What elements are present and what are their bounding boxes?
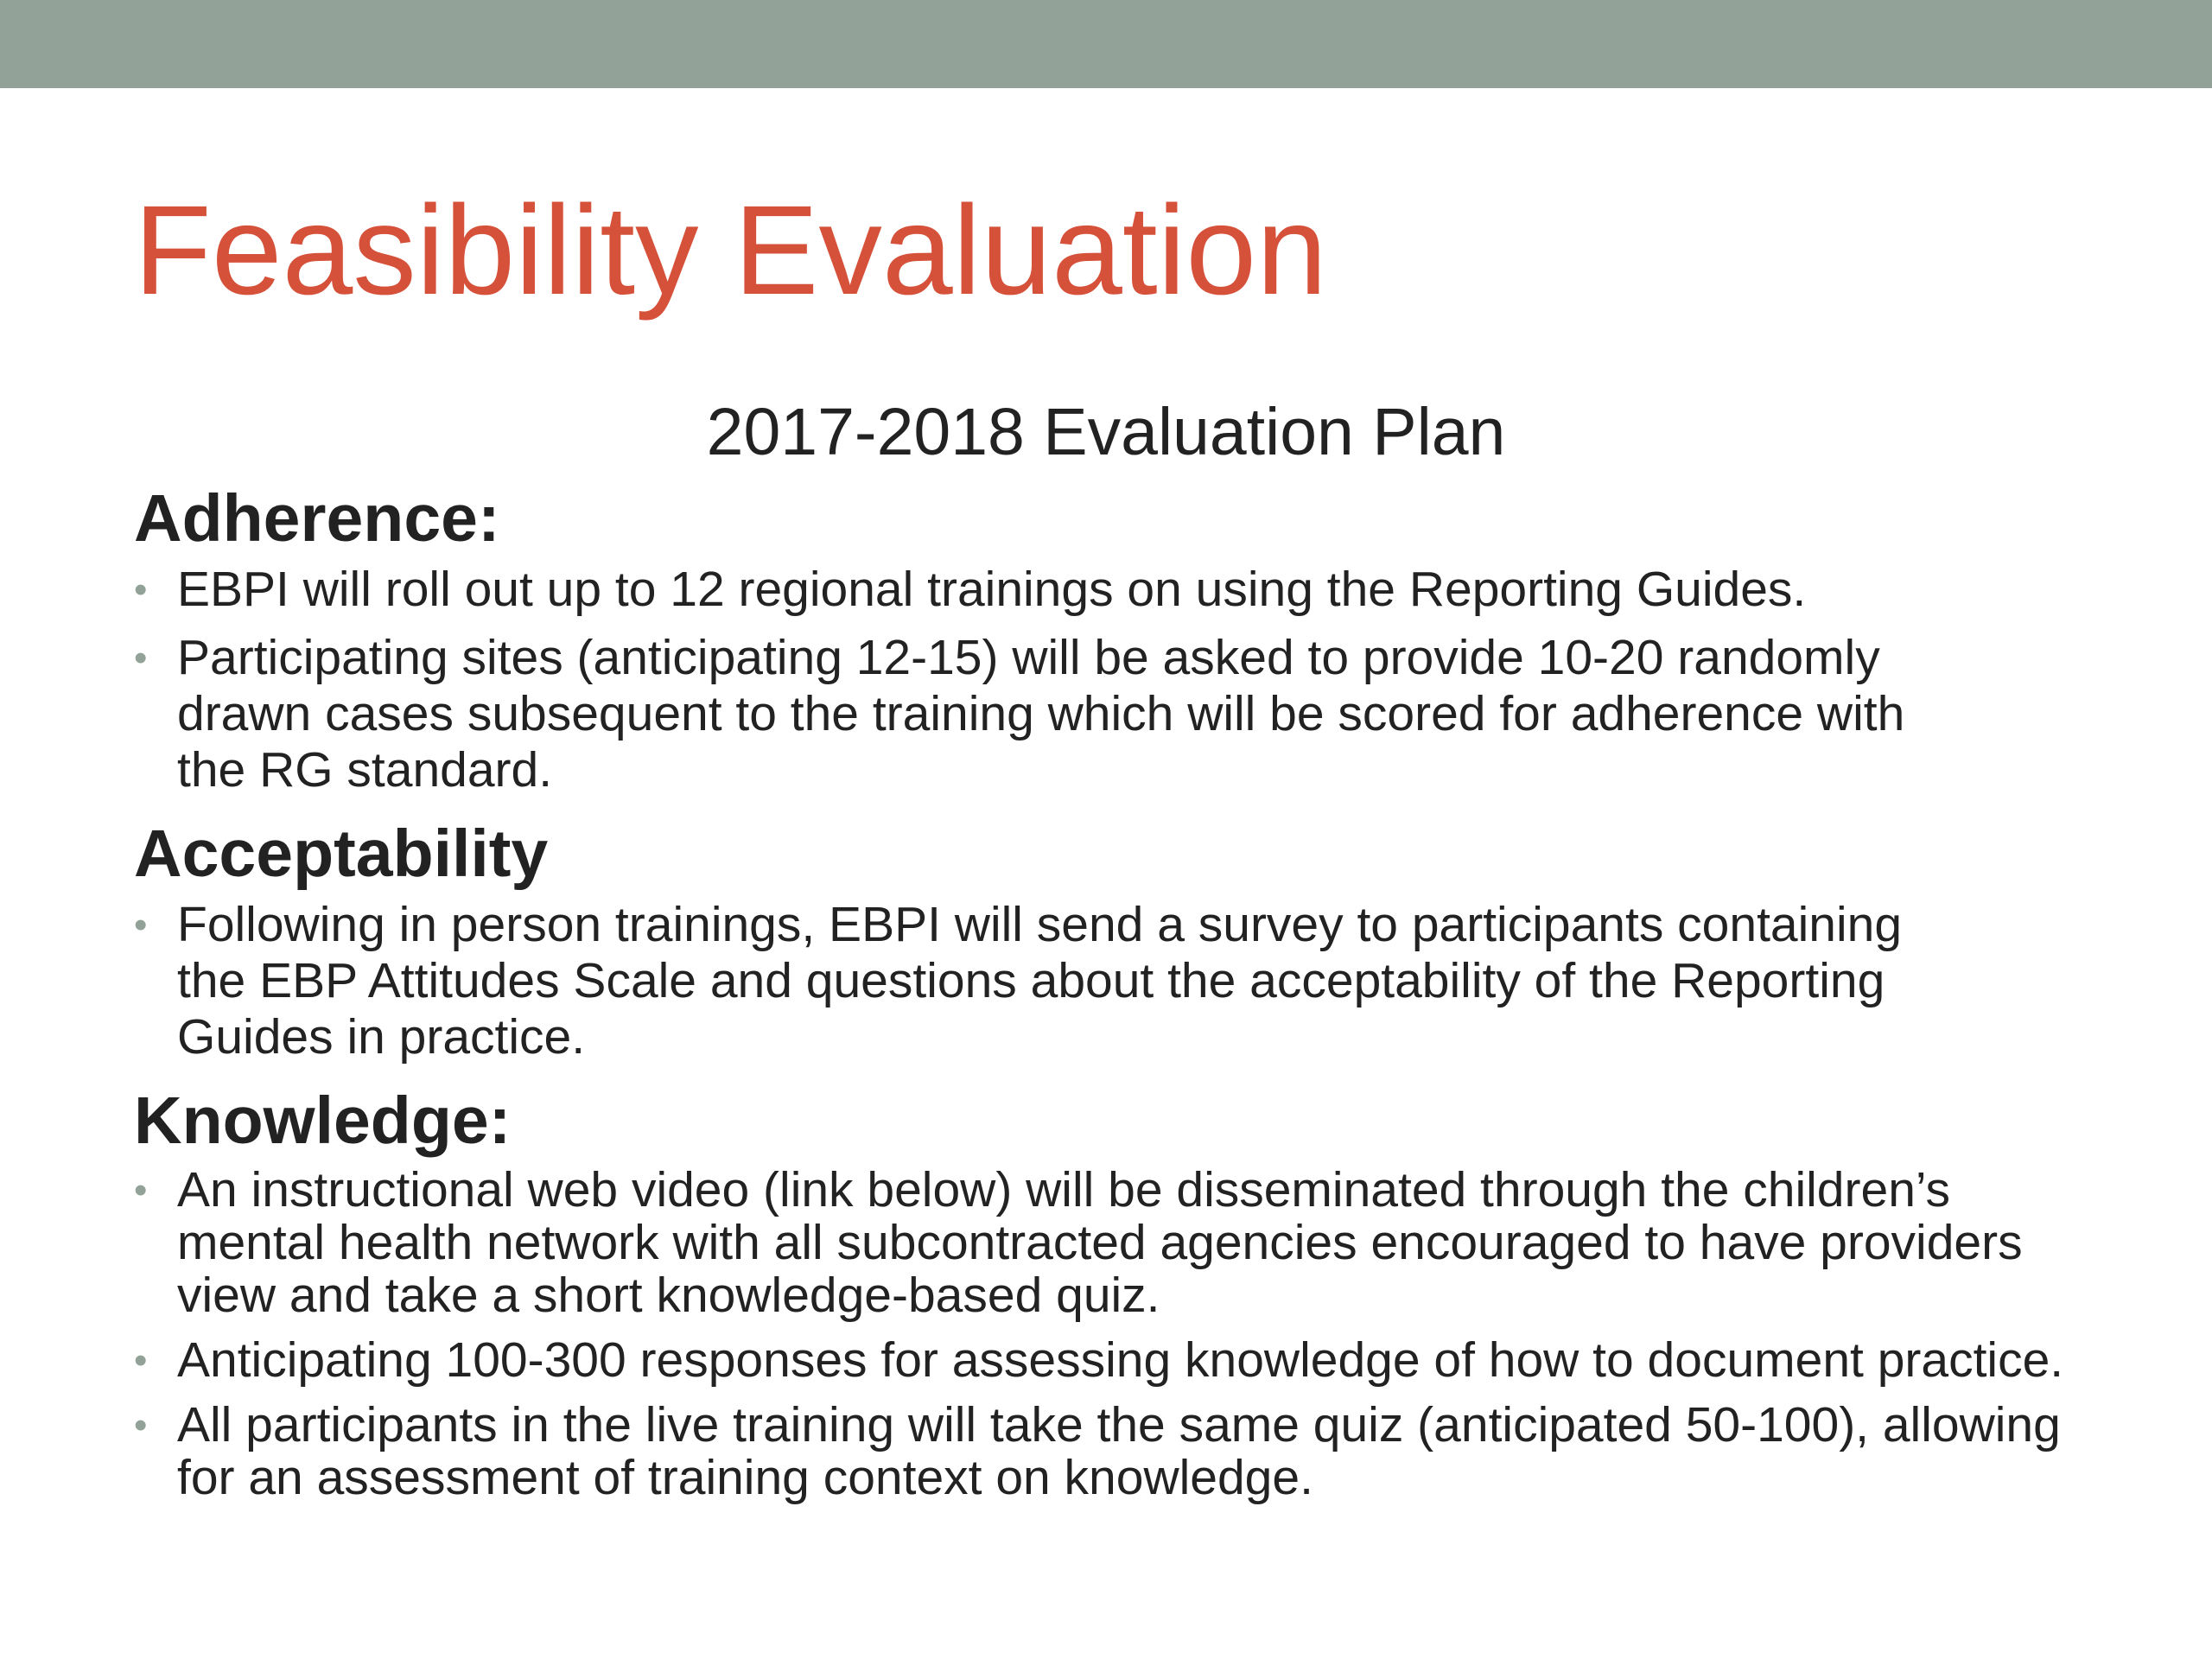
bullet-icon: •: [134, 637, 148, 679]
section-knowledge: [134, 1077, 2121, 1504]
bullet-list: [134, 562, 2121, 798]
bullet-text: Participating sites (anticipating 12-15) will be asked to provide 10-20 randomly drawn cases subsequent to the training which will be scored for adherence with the RG standard.: [177, 630, 1905, 798]
section-heading: Adherence:: [134, 481, 500, 556]
bullet-text: EBPI will roll out up to 12 regional trainings on using the Reporting Guides.: [177, 562, 1807, 617]
bullet-icon: •: [134, 569, 148, 611]
bullet-text: Following in person trainings, EBPI will send a survey to participants containing the EBP Attitudes Scale and questions about the acceptability of the Reporting Guides in practice.: [177, 897, 1903, 1065]
list-item: [134, 630, 2121, 798]
bullet-text: An instructional web video (link below) will be disseminated through the children’s mental health network with all subcontracted agencies encouraged to have providers view and take a short knowledge-based quiz.: [177, 1162, 2023, 1323]
plan-subtitle: 2017-2018 Evaluation Plan: [706, 395, 1506, 469]
bullet-icon: •: [134, 1169, 148, 1211]
bullet-list: [134, 1164, 2121, 1504]
list-item: [134, 562, 2121, 618]
list-item: [134, 1399, 2121, 1504]
bullet-text: Anticipating 100-300 responses for assessing knowledge of how to document practice.: [177, 1332, 2064, 1388]
list-item: [134, 897, 2121, 1065]
slide-content: [134, 475, 2121, 1516]
bullet-list: [134, 897, 2121, 1065]
bullet-icon: •: [134, 1404, 148, 1446]
slide-header-bar: [0, 0, 2212, 88]
list-item: [134, 1164, 2121, 1322]
section-adherence: [134, 475, 2121, 798]
bullet-icon: •: [134, 1339, 148, 1382]
bullet-icon: •: [134, 904, 148, 946]
section-heading: Acceptability: [134, 817, 549, 891]
bullet-text: All participants in the live training will take the same quiz (anticipated 50-100), allowing for an assessment of training context on knowledge.: [177, 1397, 2061, 1505]
section-acceptability: [134, 810, 2121, 1065]
list-item: [134, 1334, 2121, 1387]
slide-title: Feasibility Evaluation: [134, 180, 1327, 321]
section-heading: Knowledge:: [134, 1084, 512, 1158]
